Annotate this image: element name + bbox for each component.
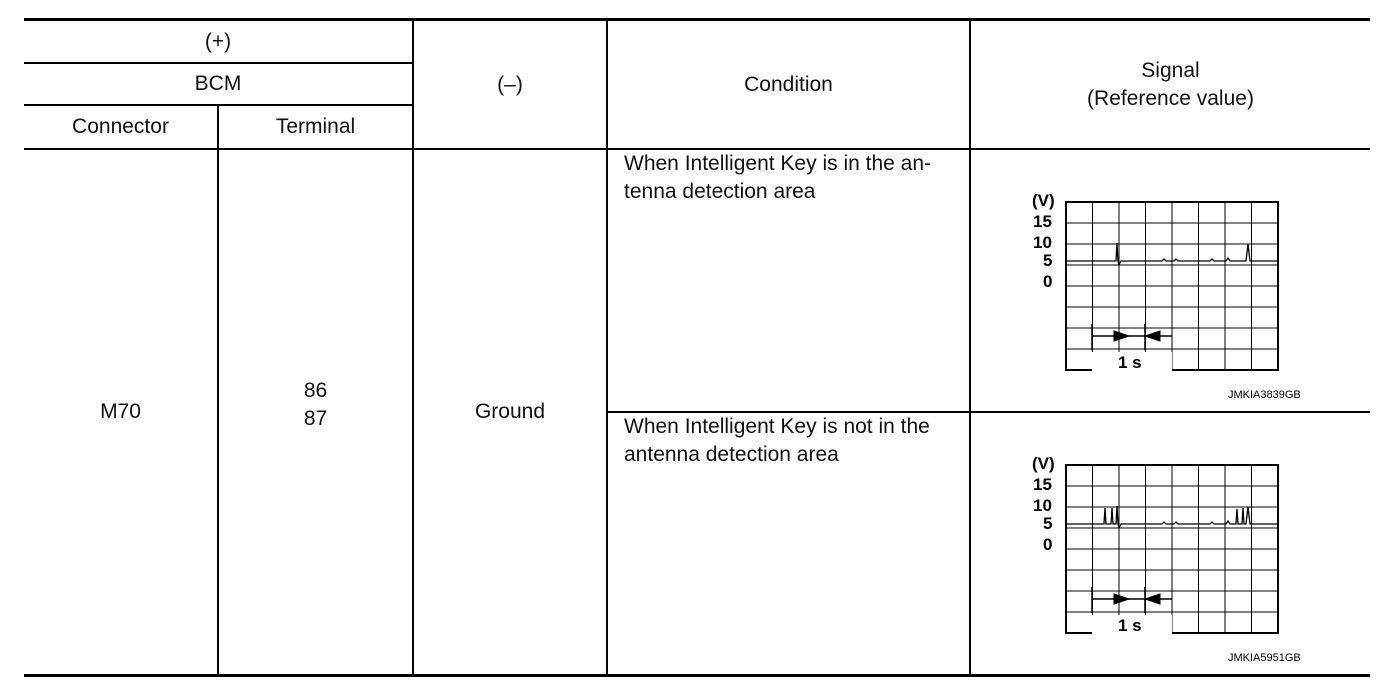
terminal-86: 86 xyxy=(303,379,328,402)
waveform-not-in-area xyxy=(1024,453,1344,668)
waveform-in-area-time-label: 1 s xyxy=(1118,353,1142,372)
condition-not-in-area xyxy=(608,413,969,674)
waveform-in-area-ylabel-10: 10 xyxy=(1033,233,1052,252)
header-signal-line2: (Reference value) xyxy=(1087,86,1254,110)
header-connector: Connector xyxy=(72,115,169,138)
waveform-not-in-area-code: JMKIA5951GB xyxy=(1228,652,1301,664)
header-signal-line1: Signal xyxy=(1141,58,1200,82)
header-terminal: Terminal xyxy=(275,115,356,138)
condition-in-area xyxy=(608,150,969,411)
condition-in-area-line2: tenna detection area xyxy=(624,180,816,203)
header-bcm: BCM xyxy=(194,72,242,95)
connector-value: M70 xyxy=(100,400,141,423)
waveform-in-area-unit: (V) xyxy=(1032,191,1055,210)
waveform-in-area-ylabel-5: 5 xyxy=(1043,251,1053,270)
waveform-in-area-grid xyxy=(1066,202,1278,370)
waveform-not-in-area-time-label: 1 s xyxy=(1118,616,1142,635)
condition-not-in-area-line1: When Intelligent Key is not in the xyxy=(624,415,930,438)
header-condition: Condition xyxy=(744,72,833,96)
waveform-in-area-ylabel-0: 0 xyxy=(1043,272,1053,291)
waveform-not-in-area-ylabel-0: 0 xyxy=(1043,535,1053,554)
waveform-not-in-area-grid xyxy=(1066,465,1278,633)
waveform-in-area xyxy=(1024,190,1344,405)
waveform-not-in-area-ylabel-5: 5 xyxy=(1043,514,1053,533)
waveform-in-area-code: JMKIA3839GB xyxy=(1228,389,1301,401)
terminal-value xyxy=(219,150,412,674)
header-signal xyxy=(971,21,1370,148)
signal-reference-table xyxy=(24,18,1370,678)
terminal-87: 87 xyxy=(303,407,328,430)
waveform-not-in-area-ylabel-10: 10 xyxy=(1033,496,1052,515)
waveform-in-area-ylabel-15: 15 xyxy=(1033,212,1052,231)
table-bottom-border xyxy=(24,674,1370,677)
condition-not-in-area-line2: antenna detection area xyxy=(624,443,839,466)
waveform-not-in-area-unit: (V) xyxy=(1032,454,1055,473)
waveform-not-in-area-ylabel-15: 15 xyxy=(1033,475,1052,494)
header-minus: (–) xyxy=(497,72,523,96)
ground-value: Ground xyxy=(474,400,546,423)
header-plus: (+) xyxy=(204,29,232,53)
condition-in-area-line1: When Intelligent Key is in the an- xyxy=(624,152,932,175)
